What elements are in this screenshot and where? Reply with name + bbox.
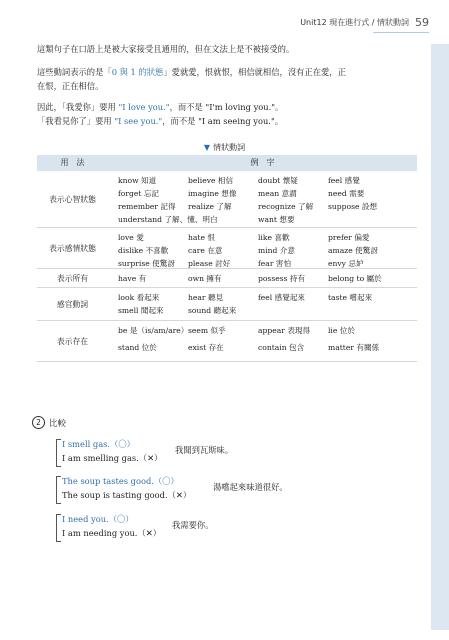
usage-cell: 表示所有 [56, 273, 89, 283]
wrong-sentence: The soup is tasting good.（✕） [62, 490, 192, 500]
table-row [37, 269, 417, 288]
example-word: believe 相信 [188, 176, 234, 185]
example-word: prefer 偏愛 [328, 233, 370, 242]
compare-pair [62, 437, 162, 465]
table-row [37, 171, 417, 228]
example-cell [108, 269, 417, 287]
example-word: smell 聞起來 [118, 306, 164, 315]
example-word: seem 似乎 [188, 326, 226, 335]
bracket [56, 439, 61, 467]
correct-sentence: I need you.（〇） [62, 514, 134, 524]
header-example: 例 字 [250, 158, 275, 167]
usage-cell: 感官動詞 [56, 299, 89, 309]
state-highlight: 0 與 1 的狀態 [111, 67, 164, 77]
example-word: stand 位於 [118, 343, 157, 352]
translation: 我需要你。 [172, 520, 214, 530]
example-word: have 有 [118, 274, 147, 283]
example-word: fear 害怕 [258, 259, 292, 268]
example-word: need 需要 [328, 189, 365, 198]
page-number: 59 [415, 15, 429, 29]
example-word: remember 記得 [118, 202, 176, 211]
translation: 我聞到瓦斯味。 [175, 445, 234, 455]
translation: 湯嚐起來味道很好。 [213, 482, 288, 492]
example-word: own 擁有 [188, 274, 222, 283]
table-body [37, 171, 417, 362]
example-word: doubt 懷疑 [258, 176, 298, 185]
example-cell [108, 288, 417, 320]
intro-line-1: 這類句子在口語上是被大家接受且通用的，但在文法上是不被接受的。 [37, 44, 295, 54]
wrong-sentence: I am smelling gas.（✕） [62, 453, 163, 463]
example-word [188, 213, 258, 226]
example-word: hate 恨 [188, 233, 215, 242]
stative-verbs-table [37, 155, 417, 362]
usage-cell: 表示感情狀態 [49, 243, 96, 253]
example-word: look 看起來 [118, 293, 160, 302]
table-row [37, 228, 417, 269]
compare-heading [32, 416, 66, 429]
example-word: understand 了解、懂、明白 [118, 215, 218, 224]
example-word: love 愛 [118, 233, 144, 242]
example-word: sound 聽起來 [188, 306, 237, 315]
example-word: possess 持有 [258, 274, 306, 283]
bracket [56, 514, 61, 542]
example-cell [108, 228, 417, 268]
compare-pair [62, 512, 161, 540]
bracket [56, 476, 61, 504]
example-word: recognize 了解 [258, 202, 314, 211]
example-word: be 是（is/am/are） [118, 326, 189, 335]
example-cell [108, 171, 417, 227]
table-row [37, 321, 417, 362]
header-rule [373, 32, 429, 33]
example-word: know 知道 [118, 176, 157, 185]
example-word: appear 表現得 [258, 326, 311, 335]
example-word: feel 感覺 [328, 176, 360, 185]
wrong-sentence: I am needing you.（✕） [62, 528, 161, 538]
table-title: ▼ 情狀動詞 [203, 143, 246, 152]
section-number: 2 [32, 416, 45, 429]
example-word: mind 介意 [258, 246, 295, 255]
header-usage: 用 法 [60, 158, 85, 167]
compare-pair [62, 474, 191, 502]
example-word: dislike 不喜歡 [118, 246, 169, 255]
example-cell [108, 321, 417, 361]
example-word: imagine 想像 [188, 189, 237, 198]
intro-line-4: 因此，「我愛你」要用 "I love you."，而不是 "I'm loving you."。 [37, 102, 284, 112]
section-title: 比較 [49, 418, 67, 429]
example-word: hear 聽見 [188, 293, 224, 302]
intro-line-3: 在恨，正在相信。 [37, 81, 104, 91]
example-word [328, 304, 398, 317]
example-word: surprise 使驚訝 [118, 259, 175, 268]
chevron-down-icon: ▼ [203, 143, 211, 152]
intro-line-5: 「我看見你了」要用 "I see you."，而不是 "I am seeing you."。 [37, 116, 284, 126]
example-word: contain 包含 [258, 343, 305, 352]
correct-sentence: I smell gas.（〇） [62, 439, 135, 449]
table-header [37, 155, 417, 171]
example-word: matter 有關係 [328, 343, 380, 352]
example-word: want 想要 [258, 215, 295, 224]
example-word: taste 嚐起來 [328, 293, 373, 302]
example-word: mean 意謂 [258, 189, 297, 198]
example-word: suppose 設想 [328, 202, 378, 211]
example-word: exist 存在 [188, 343, 224, 352]
example-word [328, 213, 398, 226]
example-word: please 討好 [188, 259, 231, 268]
side-bar [431, 44, 449, 630]
example-word: realize 了解 [188, 202, 232, 211]
table-row [37, 288, 417, 321]
usage-cell: 表示心智狀態 [49, 194, 96, 204]
unit-title: Unit12 現在進行式 / 情狀動詞 [300, 17, 409, 27]
example-word [258, 304, 328, 317]
intro-line-2: 這些動詞表示的是「0 與 1 的狀態」愛就愛，恨就恨，相信就相信，沒有正在愛，正 [37, 67, 346, 77]
example-word: amaze 使驚訝 [328, 246, 378, 255]
example-word: like 喜歡 [258, 233, 290, 242]
example-word: lie 位於 [328, 326, 355, 335]
example-word: feel 感覺起來 [258, 293, 306, 302]
example-word: envy 忌妒 [328, 259, 364, 268]
example-word: belong to 屬於 [328, 274, 382, 283]
example-word: care 在意 [188, 246, 223, 255]
correct-sentence: The soup tastes good.（〇） [62, 476, 179, 486]
page-header [300, 14, 429, 30]
usage-cell: 表示存在 [56, 336, 89, 346]
example-word: forget 忘記 [118, 189, 160, 198]
